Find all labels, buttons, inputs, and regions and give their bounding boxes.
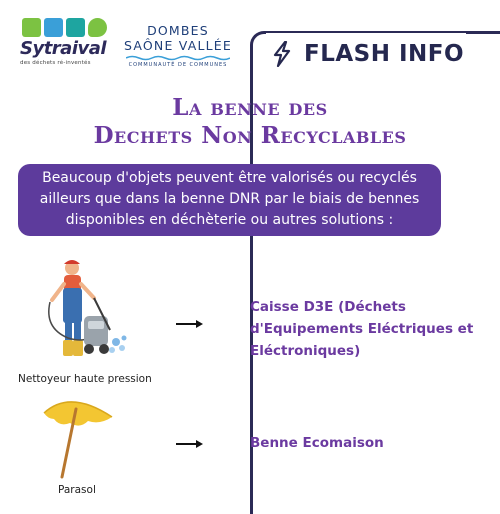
title-line2: Dechets Non Recyclables <box>93 122 407 149</box>
logo-square <box>66 18 85 37</box>
sytraival-logo-squares <box>22 18 112 37</box>
dombes-subtitle: COMMUNAUTÉ DE COMMUNES <box>128 62 228 68</box>
sytraival-name: Sytraival <box>20 38 107 59</box>
arrow-right-icon <box>176 439 204 449</box>
parasol-icon <box>40 395 118 481</box>
arrow-right-icon <box>176 319 204 329</box>
intro-banner: Beaucoup d'objets peuvent être valorisés ou recyclés ailleurs que dans la benne DNR par le biais de bennes disponibles en déchèterie ou autres solutions : <box>18 164 441 236</box>
flash-info-label: FLASH INFO <box>304 41 465 67</box>
flash-info-header <box>266 33 466 75</box>
lightning-icon <box>272 41 292 67</box>
dombes-line1: DOMBES <box>147 23 209 38</box>
item-caption: Nettoyeur haute pression <box>18 373 152 385</box>
item-destination: Benne Ecomaison <box>250 435 384 451</box>
dombes-line2: SAÔNE VALLÉE <box>124 38 232 53</box>
sytraival-tagline: des déchets ré-inventés <box>20 60 91 66</box>
logo-square <box>44 18 63 37</box>
logo-square <box>22 18 41 37</box>
wave-icon <box>126 55 230 61</box>
item-caption: Parasol <box>58 484 96 496</box>
logo-leaf <box>88 18 107 37</box>
page-title <box>40 94 460 150</box>
pressure-washer-worker-icon <box>38 258 130 364</box>
sytraival-logo <box>20 18 112 74</box>
item-destination: Caisse D3E (Déchets d'Equipements Eléctriques et Eléctroniques) <box>250 299 474 359</box>
dombes-saone-vallee-logo <box>122 24 234 74</box>
title-line1: La benne des <box>172 94 328 121</box>
